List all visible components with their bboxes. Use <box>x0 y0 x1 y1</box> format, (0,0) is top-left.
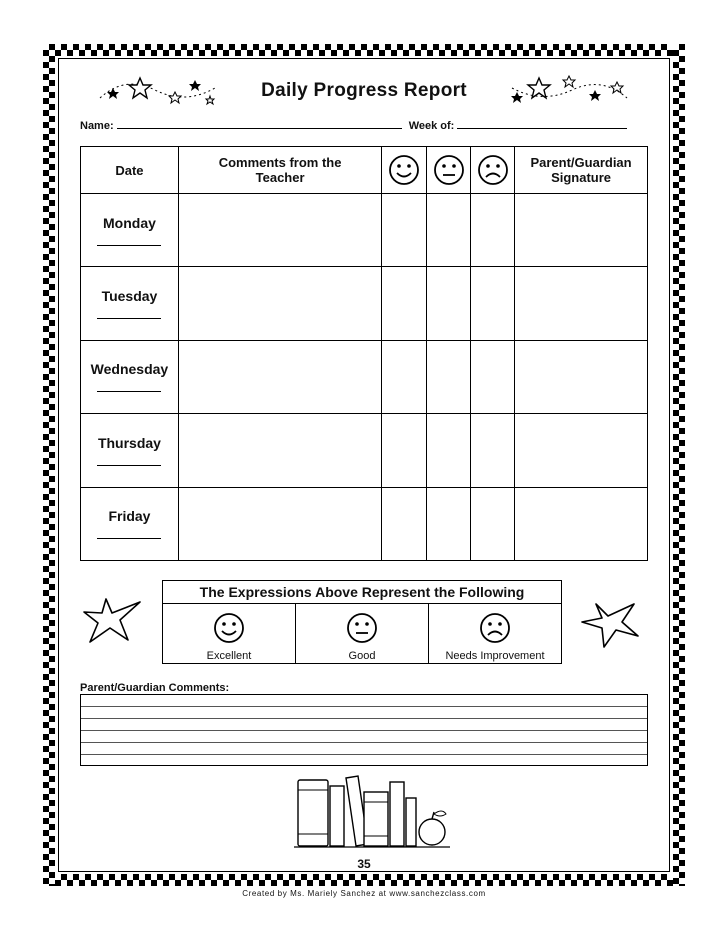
sad-check-cell[interactable] <box>471 414 515 487</box>
table-row <box>81 487 648 560</box>
comments-label: Parent/Guardian Comments: <box>80 682 230 694</box>
date-blank[interactable] <box>97 383 161 392</box>
signature-header-line2: Signature <box>551 170 612 185</box>
comments-header-line1: Comments from the <box>218 155 342 170</box>
neutral-check-cell[interactable] <box>427 267 471 340</box>
checker-border-right <box>673 44 685 886</box>
sad-check-cell[interactable] <box>471 487 515 560</box>
table-header-row <box>81 147 648 194</box>
signature-cell[interactable] <box>515 487 648 560</box>
name-label: Name: <box>80 120 114 132</box>
date-blank[interactable] <box>97 310 161 319</box>
week-label: Week of: <box>408 120 455 132</box>
sad-check-cell[interactable] <box>471 194 515 267</box>
star-left-icon <box>82 596 144 646</box>
name-week-row <box>80 118 640 132</box>
date-blank[interactable] <box>97 457 161 466</box>
page-title: Daily Progress Report <box>261 80 467 101</box>
week-field[interactable] <box>457 118 627 129</box>
legend-label: Good <box>348 650 376 662</box>
comment-cell[interactable] <box>178 414 381 487</box>
sad-check-cell[interactable] <box>471 340 515 413</box>
day-cell <box>81 340 179 413</box>
comment-cell[interactable] <box>178 194 381 267</box>
books-apple-icon <box>292 770 452 850</box>
expression-legend <box>162 580 562 664</box>
neutral-face-icon <box>346 612 378 644</box>
day-cell <box>81 487 179 560</box>
checker-border-left <box>43 44 55 886</box>
happy-check-cell[interactable] <box>382 340 427 413</box>
table-row <box>81 267 648 340</box>
comment-line[interactable] <box>81 731 647 743</box>
neutral-check-cell[interactable] <box>427 194 471 267</box>
date-blank[interactable] <box>97 530 161 539</box>
legend-good <box>295 604 428 664</box>
progress-table <box>80 146 648 561</box>
legend-cells <box>163 604 561 664</box>
comments-area[interactable] <box>80 694 648 766</box>
happy-check-cell[interactable] <box>382 414 427 487</box>
day-cell <box>81 267 179 340</box>
checker-border-top <box>43 44 685 56</box>
day-label: Wednesday <box>90 361 169 378</box>
table-row <box>81 340 648 413</box>
day-label: Thursday <box>97 434 161 451</box>
comment-line[interactable] <box>81 707 647 719</box>
neutral-check-cell[interactable] <box>427 340 471 413</box>
neutral-check-cell[interactable] <box>427 487 471 560</box>
signature-cell[interactable] <box>515 194 648 267</box>
credit-line: Created by Ms. Mariely Sanchez at www.sanchezclass.com <box>242 889 486 898</box>
sad-face-icon <box>479 612 511 644</box>
day-cell <box>81 194 179 267</box>
sad-face-icon <box>477 154 509 186</box>
signature-header-line1: Parent/Guardian <box>530 155 632 170</box>
comment-cell[interactable] <box>178 340 381 413</box>
signature-cell[interactable] <box>515 414 648 487</box>
legend-excellent <box>163 604 295 664</box>
sad-check-cell[interactable] <box>471 267 515 340</box>
name-field[interactable] <box>117 118 402 129</box>
sad-face-header <box>471 147 515 194</box>
star-right-icon <box>580 600 642 650</box>
date-blank[interactable] <box>97 237 161 246</box>
table-row <box>81 194 648 267</box>
neutral-face-header <box>427 147 471 194</box>
signature-cell[interactable] <box>515 267 648 340</box>
comments-header-line2: Teacher <box>255 170 305 185</box>
legend-label: Excellent <box>206 650 252 662</box>
happy-face-icon <box>388 154 420 186</box>
neutral-check-cell[interactable] <box>427 414 471 487</box>
page-number: 35 <box>357 857 371 871</box>
signature-cell[interactable] <box>515 340 648 413</box>
comment-cell[interactable] <box>178 267 381 340</box>
comment-line[interactable] <box>81 743 647 755</box>
comment-cell[interactable] <box>178 487 381 560</box>
legend-needs-improvement <box>428 604 561 664</box>
comment-line[interactable] <box>81 719 647 731</box>
day-label: Tuesday <box>101 288 158 305</box>
day-label: Friday <box>108 508 151 525</box>
day-label: Monday <box>103 214 156 231</box>
happy-check-cell[interactable] <box>382 487 427 560</box>
comment-line[interactable] <box>81 755 647 766</box>
happy-face-header <box>382 147 427 194</box>
happy-check-cell[interactable] <box>382 194 427 267</box>
legend-label: Needs Improvement <box>445 650 545 662</box>
happy-check-cell[interactable] <box>382 267 427 340</box>
neutral-face-icon <box>433 154 465 186</box>
comments-header <box>178 147 381 194</box>
happy-face-icon <box>213 612 245 644</box>
comment-line[interactable] <box>81 695 647 707</box>
date-header: Date <box>81 147 179 194</box>
legend-title: The Expressions Above Represent the Following <box>163 581 561 604</box>
checker-border-bottom <box>43 874 685 886</box>
signature-header <box>515 147 648 194</box>
day-cell <box>81 414 179 487</box>
table-row <box>81 414 648 487</box>
